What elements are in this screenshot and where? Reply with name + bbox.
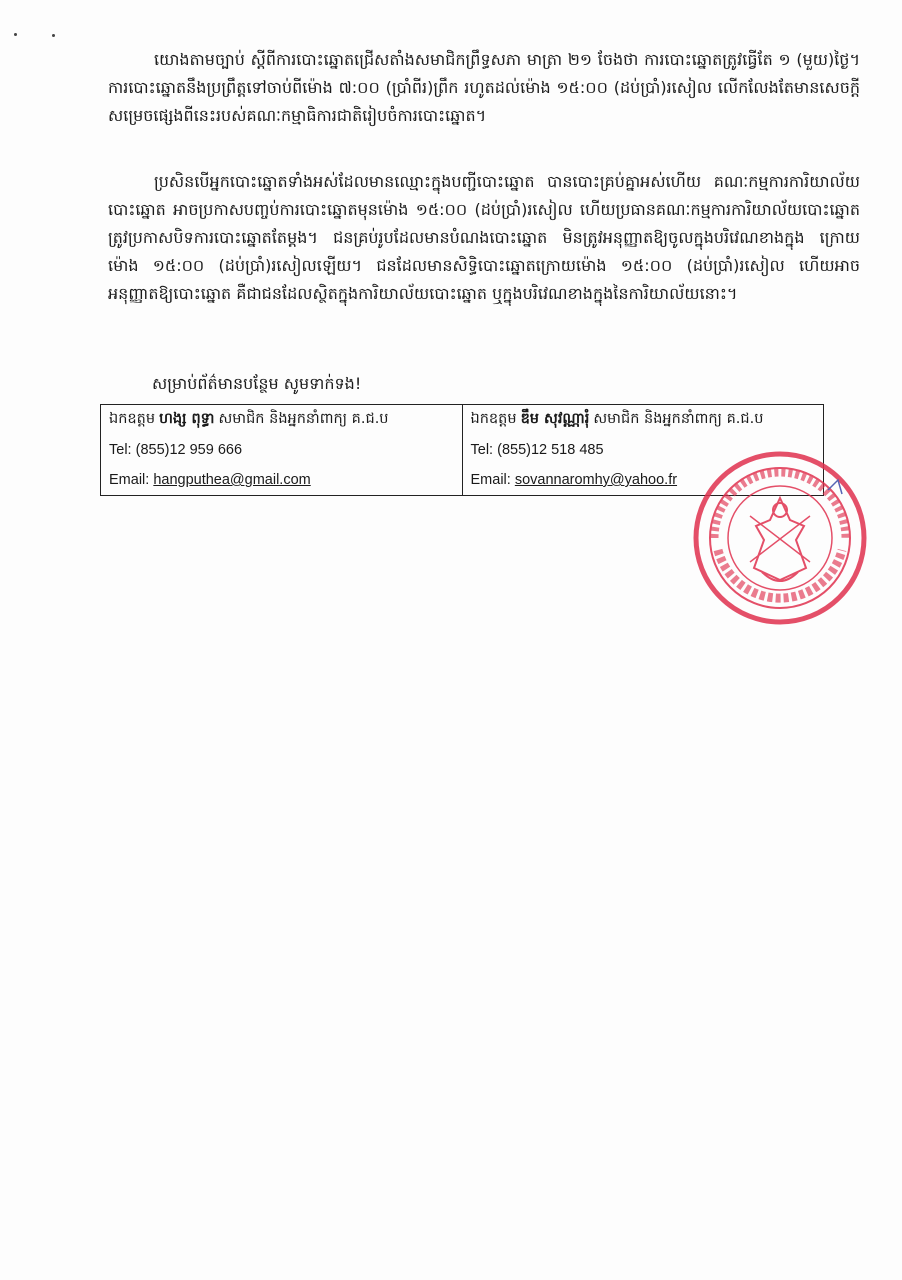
contact-intro: សម្រាប់ព័ត៌មានបន្ថែម សូមទាក់ទង! — [152, 374, 362, 393]
email-link[interactable]: sovannaromhy@yahoo.fr — [514, 472, 678, 488]
contacts-name-row — [101, 405, 824, 436]
tel-label: Tel: — [109, 442, 132, 458]
tel-number: (855)12 518 485 — [497, 442, 604, 458]
scan-speck — [52, 34, 55, 37]
contact-name: ឌឹម សុវណ្ណារុំ — [520, 410, 590, 427]
contact-name-cell — [462, 405, 824, 436]
contact-name-cell — [101, 405, 463, 436]
contact-prefix: ឯកឧត្តម — [470, 410, 517, 427]
contact-prefix: ឯកឧត្តម — [109, 410, 156, 427]
scan-speck — [14, 33, 17, 36]
contact-email-cell — [101, 465, 463, 496]
paragraph-closing-rules: ប្រសិនបើអ្នកបោះឆ្នោតទាំងអស់ដែលមានឈ្មោះក្នុងបញ្ជីបោះឆ្នោត បានបោះគ្រប់គ្នាអស់ហើយ គណៈកម្មការការិយាល័យបោះឆ្នោត អាចប្រកាសបញ្ចប់ការបោះឆ្នោតមុនម៉ោង ១៥:០០ (ដប់ប្រាំ)រសៀល ហើយប្រធានគណៈកម្មការការិយាល័យបោះឆ្នោត ត្រូវប្រកាសបិទការបោះឆ្នោតតែម្តង។ ជនគ្រប់រូបដែលមានបំណងបោះឆ្នោត មិនត្រូវអនុញ្ញាតឱ្យចូលក្នុងបរិវេណខាងក្នុង ក្រោយម៉ោង ១៥:០០ (ដប់ប្រាំ)រសៀលឡើយ។ ជនដែលមានសិទ្ធិបោះឆ្នោតក្រោយម៉ោង ១៥:០០ (ដប់ប្រាំ)រសៀល ហើយអាចអនុញ្ញាតឱ្យបោះឆ្នោត គឺជាជនដែលស្ថិតក្នុងការិយាល័យបោះឆ្នោត ឬក្នុងបរិវេណខាងក្នុងនៃការិយាល័យនោះ។ — [108, 172, 860, 303]
contact-tel-cell — [101, 435, 463, 465]
email-label: Email: — [470, 472, 511, 488]
contact-name: ហង្ស ពុទ្ធា — [159, 410, 215, 427]
contact-role: សមាជិក និងអ្នកនាំពាក្យ គ.ជ.ប — [218, 410, 389, 427]
tel-number: (855)12 959 666 — [135, 442, 243, 458]
email-link[interactable]: hangputhea@gmail.com — [153, 472, 311, 488]
contact-role: សមាជិក និងអ្នកនាំពាក្យ គ.ជ.ប — [593, 410, 764, 427]
tel-label: Tel: — [470, 442, 494, 458]
email-label: Email: — [109, 472, 150, 488]
official-seal-icon — [692, 450, 868, 626]
paragraph-election-hours: យោងតាមច្បាប់ ស្តីពីការបោះឆ្នោតជ្រើសតាំងសមាជិកព្រឹទ្ធសភា មាត្រា ២១ ចែងថា ការបោះឆ្នោតត្រូវធ្វើតែ ១ (មួយ)ថ្ងៃ។ ការបោះឆ្នោតនឹងប្រព្រឹត្តទៅចាប់ពីម៉ោង ៧:០០ (ប្រាំពីរ)ព្រឹក រហូតដល់ម៉ោង ១៥:០០ (ដប់ប្រាំ)រសៀល លើកលែងតែមានសេចក្តីសម្រេចផ្សេងពីនេះរបស់គណៈកម្មាធិការជាតិរៀបចំការបោះឆ្នោត។ — [108, 50, 860, 125]
